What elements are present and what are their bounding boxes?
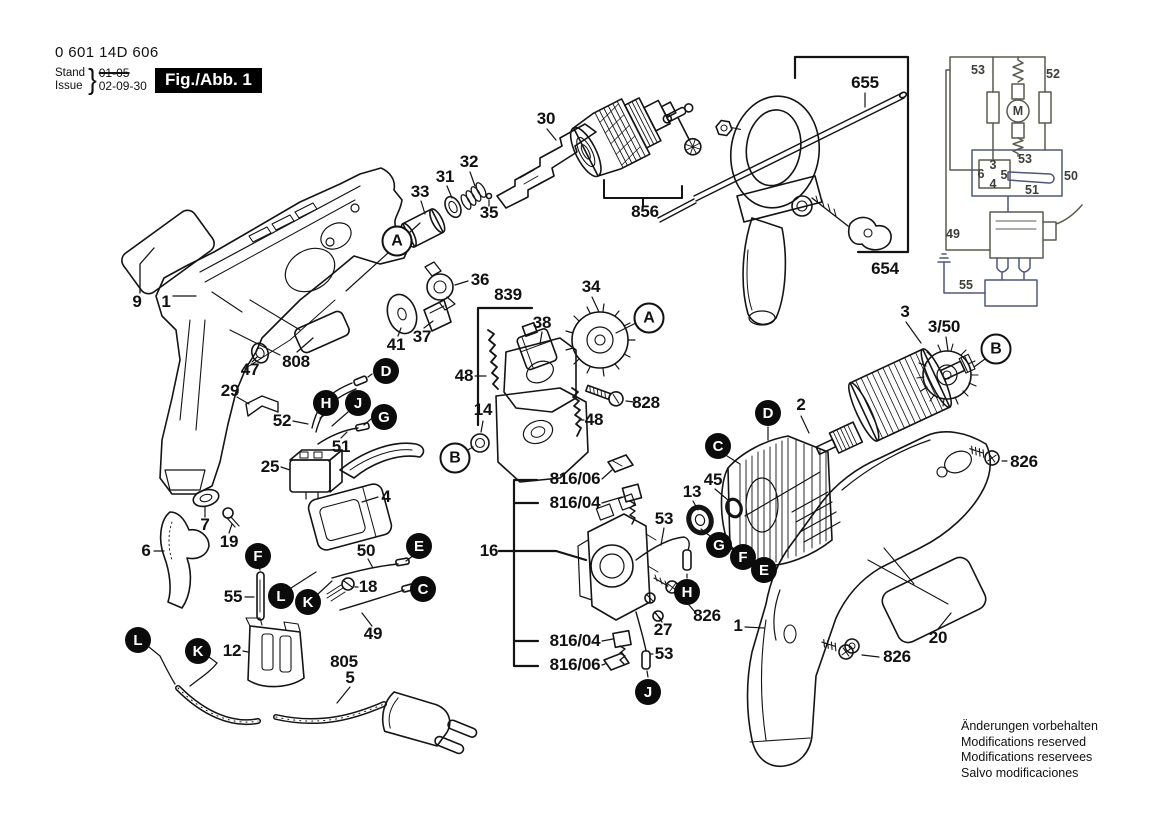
part-label-839: 839 [494,285,522,304]
part-label-41: 41 [386,335,406,354]
right-housing-drawing [745,432,1007,766]
part-label-53: 53 [654,644,674,663]
callout-L: L [125,627,151,653]
part-label-816-06: 816/06 [549,655,601,674]
part-label-655: 655 [851,73,879,92]
stand-issue-row [55,64,159,95]
part-label-3-50: 3/50 [927,317,961,336]
part-label-49: 49 [363,624,383,643]
nameplate-drawing [118,207,217,298]
callout-J: J [345,390,371,416]
figure-label: Fig./Abb. 1 [155,68,262,93]
part-label-4: 4 [381,487,391,506]
callout-C: C [705,433,731,459]
part-label-29: 29 [220,381,240,400]
stator-drawing [722,416,833,566]
callout-A: A [382,226,413,257]
aux-handle-group [658,57,908,325]
part-label-805: 805 [330,652,358,671]
circuit-label-6: 6 [977,167,985,181]
part-label-30: 30 [536,109,556,128]
part-label-51: 51 [331,437,351,456]
part-label-828: 828 [632,393,660,412]
callout-A: A [634,303,665,334]
part-label-37: 37 [412,327,432,346]
callout-K: K [295,589,321,615]
part-label-55: 55 [223,587,243,606]
note-de: Änderungen vorbehalten [961,719,1098,733]
part-label-38: 38 [532,313,552,332]
callout-H: H [674,579,700,605]
callout-F: F [245,543,271,569]
part-label-3: 3 [900,302,910,321]
part-label-50: 50 [356,541,376,560]
superseded-date: 01-05 [98,65,130,80]
circuit-label-53: 53 [971,63,985,77]
part-label-36: 36 [470,270,490,289]
callout-B: B [440,443,471,474]
part-label-20: 20 [928,628,948,647]
part-label-826: 826 [693,606,721,625]
chuck-key [662,103,713,161]
callout-D: D [755,400,781,426]
note-es: Salvo modificaciones [961,765,1079,780]
part-label-9: 9 [132,292,142,311]
modifications-note [961,719,1098,781]
chuck-drawing [563,80,713,205]
title-block [55,44,159,95]
part-label-34: 34 [581,277,601,296]
part-label-45: 45 [703,470,723,489]
stand-label: Stand [55,66,86,79]
part-label-816-04: 816/04 [549,631,601,650]
callout-G: G [371,404,397,430]
part-label-48: 48 [454,366,474,385]
part-label-826: 826 [883,647,911,666]
issue-label: Issue [55,79,83,92]
part-label-7: 7 [200,515,210,534]
circuit-label-3: 3 [989,158,997,172]
callout-K: K [185,638,211,664]
type-number: 0 601 14D 606 [55,44,159,61]
callout-F: F [730,544,756,570]
part-label-1: 1 [733,616,743,635]
part-label-33: 33 [410,182,430,201]
part-label-19: 19 [219,532,239,551]
part-label-48: 48 [584,410,604,429]
clamp-7-screw-19 [191,487,239,533]
armature-drawing [813,322,985,461]
part-label-16: 16 [479,541,499,560]
part-label-2: 2 [796,395,806,414]
callout-H: H [313,390,339,416]
part-label-1: 1 [161,292,171,311]
circuit-label-5: 5 [1000,168,1008,182]
part-label-35: 35 [479,203,499,222]
part-label-826: 826 [1010,452,1038,471]
part-label-31: 31 [435,167,455,186]
circuit-label-53: 53 [1018,152,1032,166]
circuit-label-49: 49 [946,227,960,241]
circuit-label-50: 50 [1064,169,1078,183]
part-label-14: 14 [473,400,493,419]
part-label-808: 808 [282,352,310,371]
circuit-label-52: 52 [1046,67,1060,81]
part-label-47: 47 [240,360,260,379]
callout-C: C [410,576,436,602]
brace-glyph: } [88,62,97,96]
circuit-label-M: M [1012,104,1024,118]
callout-G: G [706,532,732,558]
part-label-816-06: 816/06 [549,469,601,488]
callout-J: J [635,679,661,705]
circuit-label-4: 4 [989,177,997,191]
part-label-52: 52 [272,411,292,430]
part-label-5: 5 [345,668,355,687]
part-label-654: 654 [871,259,899,278]
part-label-32: 32 [459,152,479,171]
circuit-label-51: 51 [1025,183,1039,197]
issue-date: 02-09-30 [98,78,147,93]
part-label-856: 856 [631,202,659,221]
part-label-18: 18 [358,577,378,596]
part-label-12: 12 [222,641,242,660]
callout-L: L [268,583,294,609]
circuit-label-55: 55 [959,278,973,292]
part-label-25: 25 [260,457,280,476]
left-housing-drawing [156,168,412,494]
note-fr: Modifications reservees [961,750,1093,764]
callout-D: D [373,358,399,384]
part-label-816-04: 816/04 [549,493,601,512]
callout-E: E [406,533,432,559]
part-label-13: 13 [682,482,702,501]
part-label-27: 27 [653,620,673,639]
part-label-53: 53 [654,509,674,528]
callout-E: E [751,557,777,583]
note-en: Modifications reserved [961,734,1087,749]
callout-B: B [981,334,1012,365]
part-label-6: 6 [141,541,151,560]
